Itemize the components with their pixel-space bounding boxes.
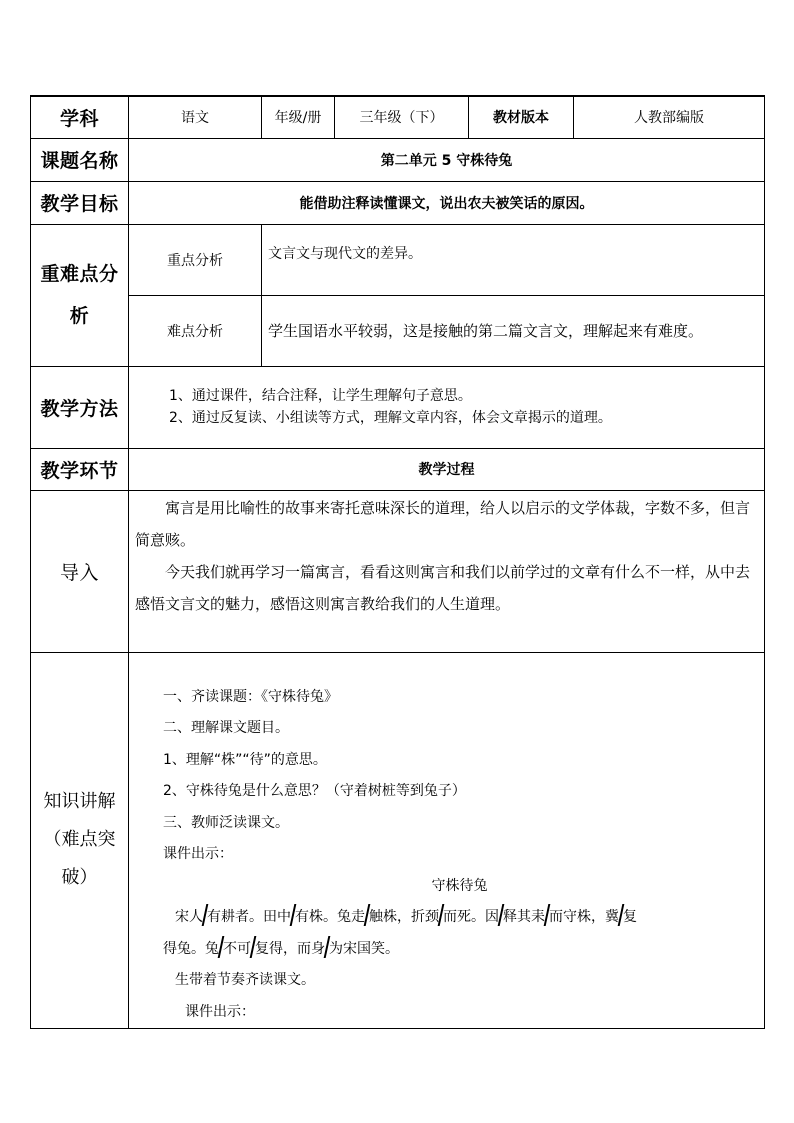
knowledge-content bbox=[129, 652, 765, 1029]
method-row bbox=[31, 366, 765, 448]
poem-text: 得兔。兔 bbox=[163, 940, 219, 957]
subject-value: 语文 bbox=[129, 96, 262, 138]
process-value: 教学过程 bbox=[129, 448, 765, 490]
analysis-label-line1: 重难点分 bbox=[40, 263, 119, 285]
poem-line-2 bbox=[163, 934, 756, 966]
intro-label: 导入 bbox=[31, 490, 129, 652]
topic-row bbox=[31, 138, 765, 181]
poem-text: 有株。兔走 bbox=[295, 909, 365, 925]
poem-text: 为宋国笑。 bbox=[329, 940, 399, 957]
poem-text: 宋人 bbox=[175, 909, 203, 925]
knowledge-line: 三、教师泛读课文。 bbox=[163, 814, 289, 831]
poem-line-1 bbox=[163, 902, 756, 934]
knowledge-line: 生带着节奏齐读课文。 bbox=[175, 972, 315, 988]
analysis-label-line2: 析 bbox=[69, 305, 90, 327]
grade-label: 年级/册 bbox=[262, 96, 335, 138]
hard-analysis-value: 学生国语水平较弱，这是接触的第二篇文言文，理解起来有难度。 bbox=[262, 295, 765, 366]
intro-row bbox=[31, 490, 765, 652]
knowledge-line: 一、齐读课题：《守株待兔》 bbox=[163, 688, 338, 705]
goal-value: 能借助注释读懂课文，说出农夫被笑话的原因。 bbox=[129, 181, 765, 224]
poem-text: 复 bbox=[623, 909, 637, 925]
poem-title: 守株待兔 bbox=[431, 877, 488, 894]
knowledge-label-line2: （难点突 bbox=[43, 829, 116, 851]
method-item: 1、通过课件，结合注释，让学生理解句子意思。 bbox=[169, 388, 472, 404]
textbook-value: 人教部编版 bbox=[574, 96, 765, 138]
poem-text: 有耕者。田中 bbox=[207, 909, 291, 925]
knowledge-line: 1、理解“株”“待”的意思。 bbox=[163, 751, 327, 768]
intro-paragraph: 寓言是用比喻性的故事来寄托意味深长的道理，给人以启示的文学体裁，字数不多，但言简意赅。 bbox=[135, 498, 751, 549]
process-label: 教学环节 bbox=[31, 448, 129, 490]
key-analysis-label: 重点分析 bbox=[129, 224, 262, 295]
method-label: 教学方法 bbox=[31, 366, 129, 448]
goal-label: 教学目标 bbox=[31, 181, 129, 224]
method-item: 2、通过反复读、小组读等方式，理解文章内容，体会文章揭示的道理。 bbox=[169, 410, 612, 426]
process-row bbox=[31, 448, 765, 490]
grade-value: 三年级（下） bbox=[335, 96, 469, 138]
header-row bbox=[31, 96, 765, 138]
knowledge-line: 二、理解课文题目。 bbox=[163, 720, 289, 736]
knowledge-line: 课件出示： bbox=[185, 1003, 255, 1020]
intro-paragraph: 今天我们就再学习一篇寓言，看看这则寓言和我们以前学过的文章有什么不一样，从中去感悟文言文的魅力，感悟这则寓言教给我们的人生道理。 bbox=[135, 562, 751, 613]
poem-text: 而死。因 bbox=[443, 909, 499, 925]
hard-analysis-label: 难点分析 bbox=[129, 295, 262, 366]
analysis-label bbox=[31, 224, 129, 366]
method-items bbox=[129, 366, 765, 448]
key-analysis-value: 文言文与现代文的差异。 bbox=[262, 224, 765, 295]
knowledge-label-line1: 知识讲解 bbox=[43, 791, 116, 813]
poem-text: 而守株，冀 bbox=[549, 909, 619, 925]
key-analysis-row bbox=[31, 224, 765, 295]
lesson-plan-table bbox=[30, 95, 765, 1029]
topic-label: 课题名称 bbox=[31, 138, 129, 181]
poem-text: 复得，而身 bbox=[255, 940, 325, 957]
intro-content bbox=[129, 490, 765, 652]
knowledge-row bbox=[31, 652, 765, 1029]
hard-analysis-row bbox=[31, 295, 765, 366]
goal-row bbox=[31, 181, 765, 224]
knowledge-line: 2、守株待兔是什么意思？（守着树桩等到兔子） bbox=[163, 783, 466, 799]
knowledge-label-line3: 破） bbox=[61, 867, 98, 889]
poem-text: 触株，折颈 bbox=[369, 909, 439, 925]
subject-label: 学科 bbox=[31, 96, 129, 138]
textbook-label: 教材版本 bbox=[469, 96, 574, 138]
poem-text: 不可 bbox=[223, 940, 251, 957]
poem-text: 释其耒 bbox=[503, 909, 545, 925]
knowledge-line: 课件出示： bbox=[163, 846, 233, 862]
topic-value: 第二单元 5 守株待兔 bbox=[129, 138, 765, 181]
knowledge-label bbox=[31, 652, 129, 1029]
